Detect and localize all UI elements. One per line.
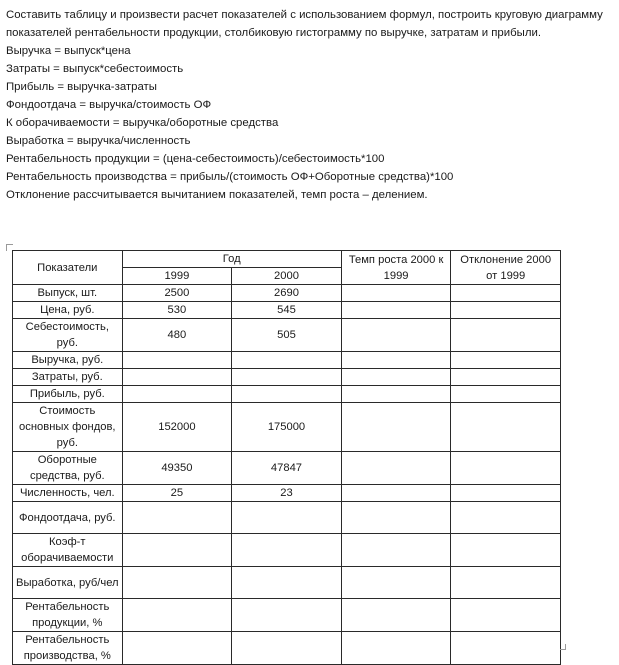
- value-2000-cell[interactable]: [232, 632, 342, 665]
- value-1999-cell[interactable]: 49350: [122, 452, 232, 485]
- value-growth-cell[interactable]: [341, 285, 451, 302]
- table-row: [13, 452, 561, 485]
- value-2000-cell[interactable]: 23: [232, 485, 342, 502]
- value-2000-cell[interactable]: [232, 352, 342, 369]
- table-row: [13, 632, 561, 665]
- row-label-cell[interactable]: Цена, руб.: [13, 302, 123, 319]
- indicators-table: [12, 250, 561, 665]
- value-growth-cell[interactable]: [341, 502, 451, 534]
- row-label-cell[interactable]: Выпуск, шт.: [13, 285, 123, 302]
- row-label-cell[interactable]: Коэф-т оборачиваемости: [13, 534, 123, 567]
- formula-revenue: Выручка = выпуск*цена: [6, 45, 131, 57]
- formula-production-profitability: Рентабельность производства = прибыль/(стоимость ОФ+Оборотные средства)*100: [6, 171, 454, 183]
- value-deviation-cell[interactable]: [451, 534, 561, 567]
- value-growth-cell[interactable]: [341, 632, 451, 665]
- table-row: [13, 302, 561, 319]
- row-label-cell[interactable]: Выработка, руб/чел: [13, 567, 123, 599]
- value-1999-cell[interactable]: 530: [122, 302, 232, 319]
- value-2000-cell[interactable]: [232, 369, 342, 386]
- header-year-group: Год: [122, 251, 341, 268]
- table-row: [13, 403, 561, 452]
- value-deviation-cell[interactable]: [451, 485, 561, 502]
- task-intro: Составить таблицу и произвести расчет показателей с использованием формул, построить круговую диаграмму показателей рентабельности продукции, столбиковую гистограмму по выручке, затратам и прибыли.: [6, 9, 603, 39]
- row-label-cell[interactable]: Прибыль, руб.: [13, 386, 123, 403]
- value-1999-cell[interactable]: [122, 567, 232, 599]
- value-deviation-cell[interactable]: [451, 386, 561, 403]
- value-growth-cell[interactable]: [341, 534, 451, 567]
- value-deviation-cell[interactable]: [451, 369, 561, 386]
- value-growth-cell[interactable]: [341, 319, 451, 352]
- value-2000-cell[interactable]: [232, 599, 342, 632]
- header-year-2000: 2000: [232, 268, 342, 285]
- value-deviation-cell[interactable]: [451, 403, 561, 452]
- value-deviation-cell[interactable]: [451, 285, 561, 302]
- header-indicators: Показатели: [13, 251, 123, 285]
- value-deviation-cell[interactable]: [451, 567, 561, 599]
- value-1999-cell[interactable]: [122, 502, 232, 534]
- task-text: [6, 6, 606, 204]
- value-growth-cell[interactable]: [341, 567, 451, 599]
- value-deviation-cell[interactable]: [451, 302, 561, 319]
- value-deviation-cell[interactable]: [451, 599, 561, 632]
- value-2000-cell[interactable]: [232, 534, 342, 567]
- value-growth-cell[interactable]: [341, 386, 451, 403]
- value-1999-cell[interactable]: 25: [122, 485, 232, 502]
- table-row: [13, 386, 561, 403]
- value-deviation-cell[interactable]: [451, 502, 561, 534]
- formula-costs: Затраты = выпуск*себестоимость: [6, 63, 184, 75]
- formula-output-per-worker: Выработка = выручка/численность: [6, 135, 191, 147]
- value-1999-cell[interactable]: [122, 352, 232, 369]
- table-row: [13, 369, 561, 386]
- value-1999-cell[interactable]: [122, 599, 232, 632]
- value-growth-cell[interactable]: [341, 403, 451, 452]
- value-growth-cell[interactable]: [341, 452, 451, 485]
- value-2000-cell[interactable]: 545: [232, 302, 342, 319]
- row-label-cell[interactable]: Оборотные средства, руб.: [13, 452, 123, 485]
- table-row: [13, 285, 561, 302]
- formula-product-profitability: Рентабельность продукции = (цена-себестоимость)/себестоимость*100: [6, 153, 385, 165]
- value-growth-cell[interactable]: [341, 369, 451, 386]
- row-label-cell[interactable]: Стоимость основных фондов, руб.: [13, 403, 123, 452]
- value-2000-cell[interactable]: 505: [232, 319, 342, 352]
- value-2000-cell[interactable]: [232, 502, 342, 534]
- row-label-cell[interactable]: Выручка, руб.: [13, 352, 123, 369]
- table-row: [13, 319, 561, 352]
- formula-capital-productivity: Фондоотдача = выручка/стоимость ОФ: [6, 99, 212, 111]
- value-deviation-cell[interactable]: [451, 319, 561, 352]
- value-2000-cell[interactable]: [232, 567, 342, 599]
- formula-profit: Прибыль = выручка-затраты: [6, 81, 157, 93]
- formula-turnover: К оборачиваемости = выручка/оборотные средства: [6, 117, 279, 129]
- value-1999-cell[interactable]: [122, 386, 232, 403]
- table-row: [13, 352, 561, 369]
- deviation-note: Отклонение рассчитывается вычитанием показателей, темп роста – делением.: [6, 189, 428, 201]
- row-label-cell[interactable]: Затраты, руб.: [13, 369, 123, 386]
- table-row: [13, 567, 561, 599]
- value-2000-cell[interactable]: 175000: [232, 403, 342, 452]
- value-growth-cell[interactable]: [341, 485, 451, 502]
- header-deviation: Отклонение 2000 от 1999: [451, 251, 561, 285]
- value-1999-cell[interactable]: [122, 534, 232, 567]
- table-body: [13, 285, 561, 665]
- value-growth-cell[interactable]: [341, 302, 451, 319]
- value-growth-cell[interactable]: [341, 599, 451, 632]
- row-label-cell[interactable]: Численность, чел.: [13, 485, 123, 502]
- header-growth: Темп роста 2000 к 1999: [341, 251, 451, 285]
- table-row: [13, 534, 561, 567]
- table-row: [13, 485, 561, 502]
- value-1999-cell[interactable]: 2500: [122, 285, 232, 302]
- document-page: [6, 6, 606, 204]
- value-deviation-cell[interactable]: [451, 352, 561, 369]
- value-2000-cell[interactable]: [232, 386, 342, 403]
- value-1999-cell[interactable]: 480: [122, 319, 232, 352]
- value-1999-cell[interactable]: [122, 369, 232, 386]
- value-deviation-cell[interactable]: [451, 452, 561, 485]
- value-2000-cell[interactable]: 2690: [232, 285, 342, 302]
- header-year-1999: 1999: [122, 268, 232, 285]
- row-label-cell[interactable]: Себестоимость, руб.: [13, 319, 123, 352]
- table-row: [13, 599, 561, 632]
- table-row: [13, 502, 561, 534]
- value-growth-cell[interactable]: [341, 352, 451, 369]
- value-1999-cell[interactable]: 152000: [122, 403, 232, 452]
- row-label-cell[interactable]: Рентабельность производства, %: [13, 632, 123, 665]
- value-1999-cell[interactable]: [122, 632, 232, 665]
- row-label-cell[interactable]: Фондоотдача, руб.: [13, 502, 123, 534]
- value-deviation-cell[interactable]: [451, 632, 561, 665]
- value-2000-cell[interactable]: 47847: [232, 452, 342, 485]
- row-label-cell[interactable]: Рентабельность продукции, %: [13, 599, 123, 632]
- table-resize-handle[interactable]: [560, 644, 566, 650]
